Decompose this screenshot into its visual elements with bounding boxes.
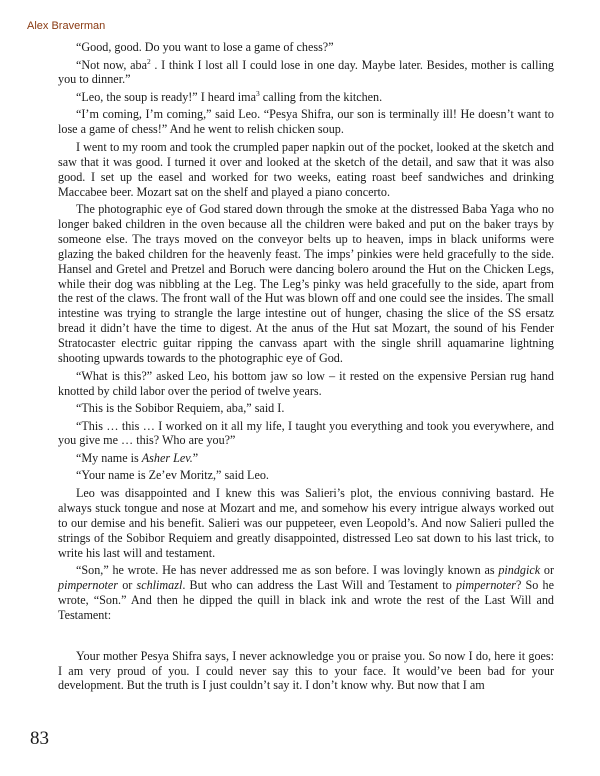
paragraph: “Leo, the soup is ready!” I heard ima$^3$ calling from the kitchen. — [76, 88, 383, 104]
paragraph: “This … this … I worked on it all my life, I taught you everything and took you everywhere, and you give me … this? Who are you?” — [58, 418, 554, 448]
footnote-ref: 2 — [146, 56, 151, 66]
paragraph: “I’m coming, I’m coming,” said Leo. “Pesya Shifra, our son is terminally ill! He doesn’t want to lose a game of chess!” And he went to relish chicken soup. — [58, 107, 554, 137]
running-header-author: Alex Braverman — [27, 20, 106, 32]
footnote-ref: 3 — [256, 88, 260, 98]
paragraph: “Son,” he wrote. He has never addressed me as son before. I was lovingly known as pindgick or pimpernoter or schlimazl. But who can address the Last Will and Testament to pimpernoter? So he wrote, “Son.” And then he dipped the quill in black ink and wrote the rest of the Last Will and Testament: — [58, 563, 554, 622]
page-number: 83 — [30, 728, 49, 749]
paragraph: “Good, good. Do you want to lose a game of chess?” — [76, 40, 334, 54]
paragraph: “What is this?” asked Leo, his bottom jaw so low – it rested on the expensive Persian rug hand knotted by child labor over the period of twelve years. — [58, 368, 554, 398]
paragraph: “This is the Sobibor Requiem, aba,” said I. — [76, 401, 285, 415]
paragraph: Your mother Pesya Shifra says, I never acknowledge you or praise you. So now I do, here it goes: I am very proud of you. I could never say this to your face. It would’ve been bad for your development. But the truth is I just couldn’t say it. I don’t know why. But now that I am — [58, 648, 554, 693]
paragraph: The photographic eye of God stared down through the smoke at the distressed Baba Yaga who no longer baked children in the oven because all the children were baked and put on the baker trays by someone else. The trays moved on the conveyor belts up to heaven, imps in black uniforms were glazing the baked children for the heavenly feast. The imps’ pinkies were held gracefully to the side. Hansel and Gretel and Pretzel and Boruch were dancing bolero around the Hut on the Chicken Legs, while their dog was nibbling at the Leg. The Leg’s pinky was held gracefully to the side, apart from the rest of the claws. The front wall of the Hut was blown off and one could see the insides. The small intestine was trying to strangle the large intestine out of hunger, chasing the slice of the SS ersatz bread it didn’t have the time to digest. At the anus of the Hut sat Mozart, the sound of his Fender Stratocaster electric guitar ripping the canvass apart with the single shrill aquamarine lightning shooting upwards towards to the photographic eye of God. — [58, 202, 554, 366]
paragraph: I went to my room and took the crumpled paper napkin out of the pocket, looked at the sketch and saw that it was good. I turned it over and looked at the sketch of the detail, and saw that it was also good. I set up the easel and worked for two weeks, eating roast beef sandwiches and drinking Maccabee beer. Mozart sat on the shelf and played a piano concerto. — [58, 139, 554, 199]
paragraph: “My name is Asher Lev.” — [76, 450, 199, 465]
paragraph: Leo was disappointed and I knew this was Salieri’s plot, the envious conniving bastard. He always stuck tongue and nose at Mozart and me, and somehow his every intrigue always worked out to our demise and his benefit. Salieri was our puppeteer, even Leopold’s. And now Salieri pulled the strings of the Sobibor Requiem and greatly disappointed, distressed Leo sat down to his last trick, to write his last will and testament. — [58, 485, 554, 560]
paragraph: “Not now, aba$^2$ . I think I lost all I could lose in one day. Maybe later. Besides, mother is calling you to dinner.” — [58, 56, 554, 87]
paragraph: “Your name is Ze’ev Moritz,” said Leo. — [76, 468, 269, 483]
body-text — [58, 40, 554, 696]
